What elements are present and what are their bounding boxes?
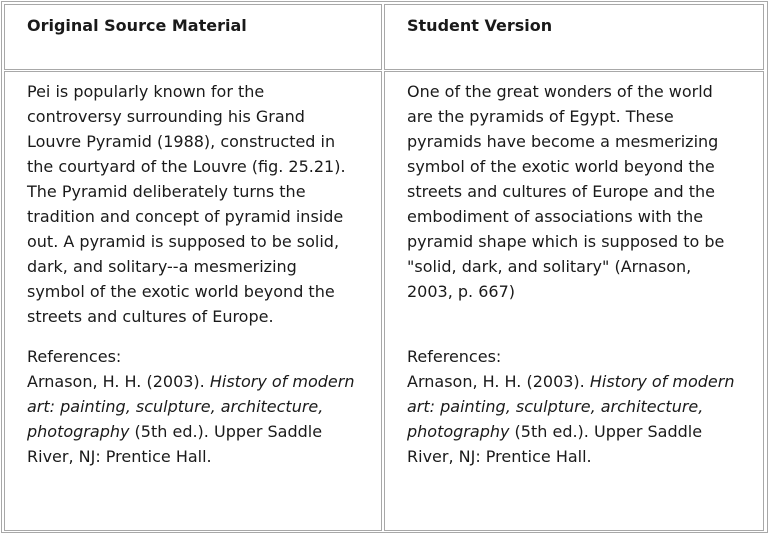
original-ref-author: Arnason, H. H. (2003).	[27, 372, 205, 391]
student-ref-edition: (5th ed.).	[514, 422, 589, 441]
original-references-label: References:	[27, 347, 122, 366]
original-ref-publisher: Upper Saddle River, NJ: Prentice Hall.	[27, 422, 323, 466]
original-reference-entry	[27, 369, 357, 469]
header-original: Original Source Material	[27, 16, 247, 35]
header-cell-student	[384, 4, 764, 70]
original-paragraph: Pei is popularly known for the controversy surrounding his Grand Louvre Pyramid (1988), constructed in the courtyard of the Louvre (fig. 25.21). The Pyramid deliberately turns the tradition and concept of pyramid inside out. A pyramid is supposed to be solid, dark, and solitary--a mesmerizing symbol of the exotic world beyond the streets and cultures of Europe.	[27, 82, 346, 326]
original-ref-edition: (5th ed.).	[134, 422, 209, 441]
student-ref-author: Arnason, H. H. (2003).	[407, 372, 585, 391]
original-source-cell	[4, 71, 382, 531]
header-student: Student Version	[407, 16, 553, 35]
header-cell-original	[4, 4, 382, 70]
student-ref-title: History of modern art: painting, sculpture, architecture, photography	[407, 372, 735, 441]
original-ref-title: History of modern art: painting, sculpture, architecture, photography	[27, 372, 355, 441]
student-references-label: References:	[407, 347, 502, 366]
student-ref-publisher: Upper Saddle River, NJ: Prentice Hall.	[407, 422, 703, 466]
student-paragraph: One of the great wonders of the world are the pyramids of Egypt. These pyramids have become a mesmerizing symbol of the exotic world beyond the streets and cultures of Europe and the embodiment of associations with the pyramid shape which is supposed to be "solid, dark, and solitary" (Arnason, 2003, p. 667)	[407, 82, 725, 301]
student-version-cell	[384, 71, 764, 531]
student-reference-entry	[407, 369, 739, 469]
